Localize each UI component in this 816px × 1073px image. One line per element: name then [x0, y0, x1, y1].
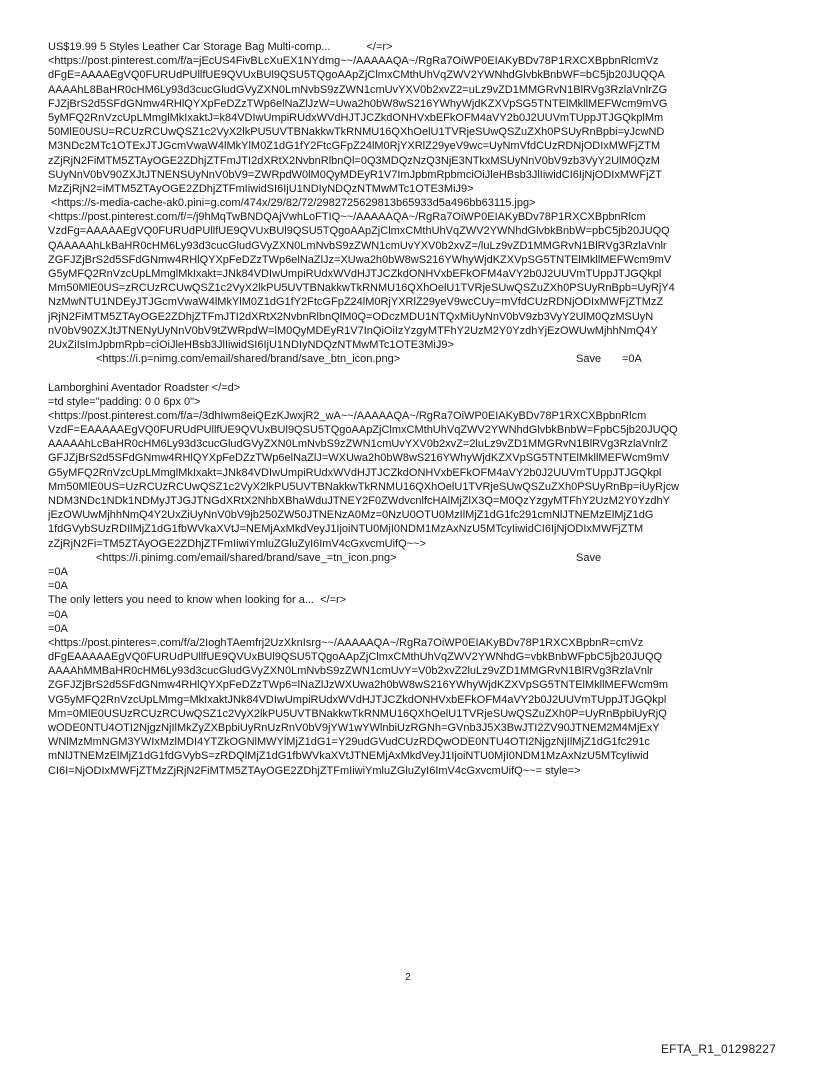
url-line: GFJZjBrS2d5SFdGNmw4RHlQYXpFeDZzTWp6elNaZlJ=WXUwa2h0bW8wS216YWhyWjdKZXVpSG5TNTElMkllMEFWcm9mV: [48, 452, 670, 465]
url-line: SUyNnV0bV90ZXJtJTNENSUyNnV0bV9=ZWRpdW0lM0QyMDEyR1V7ImJpbmRpbmciOiJleHBsb3JlIiwidCI6IjNjODIxMWFjZT: [48, 168, 662, 181]
item-title: US$19.99 5 Styles Leather Car Storage Bag Multi-comp...: [48, 41, 331, 53]
save-tail: =0A: [622, 353, 642, 366]
filler-line: =0A: [48, 580, 68, 593]
filler-line: =0A: [48, 565, 68, 578]
url-line: WNlMzMmNGM3YWIxMzlMDI4YTZkOGNlMWYlMjZ1dG1=Y29udGVudCUzRDQwODE0NTU4OTI2NjgzNjIlMjZ1dG1fc291c: [48, 736, 650, 749]
url-line: AAAAhMMBaHR0cHM6Ly93d3cucGludGVyZXN0LmNvbS9zZWN1cmUvY=V0b2xvZ2luLz9vZD1MMGRvN1BlRVg3RzlaVnlr: [48, 665, 654, 678]
url-line: Mm50MlE0US=UzRCUzRCUwQSZ1c2VyX2lkPU5UVTBNakkwTkRNMU16QXhOelU1TVRjeSUwQSZuZXh0PSUyRnBp=iUyRjcw: [48, 480, 680, 493]
url-line: <https://post.pinterest.com/f/a=jEcUS4FivBLcXuEX1NYdmg~~/AAAAAQA~/RgRa7OiWP0EIAKyBDv78P1RXCXBpbnRlcmVz: [48, 55, 659, 68]
url-line: wODE0NTU4OTI2NjgzNjIlMkZyZXBpbiUyRnUzRnV0bV9jYW1wYWlnbiUzRGNh=GVnb3J5X3BwJTI2ZV90JTNEM2M4MjExY: [48, 722, 660, 734]
url-line: jRjN2FiMTM5ZTAyOGE2ZDhjZTFmJTI2dXRtX2NvbnRlbnQlM0Q=ODczMDU1NTQxMiUyNnV0bV9zb3VyY2UlM0QzMSUyN: [48, 310, 654, 323]
filler-line: =0A: [48, 622, 68, 635]
url-line: VzdFg=AAAAAEgVQ0FURUdPUllfUE9QVUxBUl9QSU5TQgoAApZjClmxCMthUhVqZWV2YWNhdGlvbkBnbW=pbC5jb20JUQQ: [48, 225, 670, 238]
save-link[interactable]: Save: [576, 353, 602, 366]
url-line: 5yMFQ2RnVzcUpLMmglMkIxaktJ=k84VDIwUmpiRUdxWVdHJTJCZkdONHVxbEFkOFM4aVY2b0J2UUVmTUppJTJGQkplMm: [48, 111, 664, 124]
url-line: QAAAAAhLkBaHR0cHM6Ly93d3cucGludGVyZXN0LmNvbS9zZWN1cmUvYXV0b2xvZ=/luLz9vZD1MMGRvN1BlRVg3RzlaVnlr: [48, 239, 667, 252]
url-line: Mm50MlE0US=zRCUzRCUwQSZ1c2VyX2lkPU5UVTBNakkwTkRNMU16QXhOelU1TVRjeSUwQSZuZXh0PSUyRnBpb=UyRjY4: [48, 282, 675, 295]
url-line: Mm=0MlE0USUzRCUzRCUwQSZ1c2VyX2lkPU5UVTBNakkwTkRNMU16QXhOelU1TVRjeSUwQSZuZXh0P=UyRnBpbiUyRjQ: [48, 707, 667, 720]
url-line: 50MlE0USU=RCUzRCUwQSZ1c2VyX2lkPU5UVTBNakkwTkRNMU16QXhOelU1TVRjeSUwQSZuZXh0PSUyRnBpbi=yJcwND: [48, 126, 665, 139]
url-line: 1fdGVybSUzRDIlMjZ1dG1fbWVkaXVtJ=NEMjAxMkdVeyJ1IjoiNTU0MjI0NDM1MzAxNzU5MTcyIiwidCI6IjNjODIxMWFjZTM: [48, 523, 644, 536]
item-title-tail: </=r>: [366, 41, 393, 53]
save-link[interactable]: Save: [576, 551, 602, 564]
item-title: The only letters you need to know when looking for a... </=r>: [48, 594, 347, 607]
url-line: nV0bV90ZXJtJTNENyUyNnV0bV9tZWRpdW=lM0QyMDEyR1V7InQiOiIzYzgyMTFhY2UzM2Y0YzdhYjEzOWUwMjhhNmQ4Y: [48, 324, 658, 337]
item-title-row: [48, 40, 772, 54]
url-line: G5yMFQ2RnVzcUpLMmglMkIxakt=JNk84VDIwUmpiRUdxWVdHJTJCZkdONHVxbEFkOFM4aVY2b0J2UUVmTUppJTJGQkpl: [48, 466, 662, 479]
url-line: <https://post.pinterest.com/f/a=/3dhIwm8eiQEzKJwxjR2_wA~~/AAAAAQA~/RgRa7OiWP0EIAKyBDv78P1RXCXBpbnRlcm: [48, 409, 647, 422]
url-line: zZjRjN2FiMTM5ZTAyOGE2ZDhjZTFmJTI2dXRtX2NvbnRlbnQl=0Q3MDQzNzQ3NjE3NTkxMSUyNnV0bV9zb3VyY2UlM0QzM: [48, 154, 660, 167]
url-line: dFgEAAAAAEgVQ0FURUdPUllfUE9QVUxBUl9QSU5TQgoAApZjClmxCMthUhVqZWV2YWNhdG=vbkBnbWFpbC5jb20JUQQ: [48, 651, 663, 664]
url-line: mNlJTNEMzElMjZ1dG1fdGVybS=zRDQlMjZ1dG1fbWVkaXVtJTNEMjAxMkdVeyJ1IjoiNTU0MjI0NDM1MzAxNzU5MTcyIiwid: [48, 750, 649, 763]
url-line: <https://post.pinterest.com/f/=/j9hMqTwBNDQAjVwhLoFTIQ~~/AAAAAQA~/RgRa7OiWP0EIAKyBDv78P1RXCXBpbnRlcm: [48, 211, 646, 224]
page-number: 2: [405, 972, 411, 983]
url-line: G5yMFQ2RnVzcUpLMmglMkIxakt=JNk84VDIwUmpiRUdxWVdHJTJCZkdONHVxbEFkOFM4aVY2b0J2UUVmTUppJTJGQkpl: [48, 268, 662, 280]
filler-line: =0A: [48, 608, 68, 621]
url-line: MzZjRjN2=iMTM5ZTAyOGE2ZDhjZTFmIiwidSI6IjU1NDIyNDQzNTMwMTc1OTE3MiJ9>: [48, 182, 474, 195]
td-line: =td style="padding: 0 0 6px 0">: [48, 395, 201, 408]
url-line: M3NDc2MTc1OTExJTJGcmVwaW4lMkYlM0Z1dG1fY2FtcGFpZ24lM0RjYXRlZ29yeV9wc=UyNmVfdCUzRDNjODIxMWFjZTM: [48, 140, 661, 153]
url-line: NzMwNTU1NDEyJTJGcmVwaW4lMkYlM0Z1dG1fY2FtcGFpZ24lM0RjYXRlZ29yeV9wcCUy=mVfdCUzRDNjODIxMWFjZTMzZ: [48, 296, 664, 309]
url-line: CI6I=NjODIxMWFjZTMzZjRjN2FiMTM5ZTAyOGE2ZDhjZTFmIiwiYmluZGluZyI6ImV4cGxvcmUifQ~~= style=>: [48, 764, 581, 777]
document-body: [48, 40, 772, 778]
url-line: VzdF=EAAAAAEgVQ0FURUdPUllfUE9QVUxBUl9QSU5TQgoAApZjClmxCMthUhVqZWV2YWNhdGlvbkBnbW=FpbC5jb20JUQQ: [48, 424, 678, 437]
image-url-line: <https://s-media-cache-ak0.pini=g.com/474x/29/82/72/2982725629813b65933d5a496bb63115.jpg>: [48, 197, 536, 210]
url-line: ZGFJZjBrS2d5SFdGNmw4RHlQYXpFeDZzTWp6elNaZlJz=XUwa2h0bW8wS216YWhyWjdKZXVpSG5TNTElMkllMEFWcm9mV: [48, 253, 672, 266]
url-line: FJZjBrS2d5SFdGNmw4RHlQYXpFeDZzTWp6elNaZlJzW=Uwa2h0bW8wS216YWhyWjdKZXVpSG5TNTElMkllMEFWcm9mVG: [48, 97, 668, 110]
item-title: Lamborghini Aventador Roadster </=d>: [48, 381, 241, 394]
url-line: dFgE=AAAAEgVQ0FURUdPUllfUE9QVUxBUl9QSU5TQgoAApZjClmxCMthUhVqZWV2YWNhdGlvbkBnbWF=bC5jb20JUQQA: [48, 69, 665, 82]
url-line: NDM3NDc1NDk1NDMyJTJGJTNGdXRtX2NhbXBhaWduJTNEY2F0ZWdvcnlfcHAlMjZlX3Q=M0QzYzgyMTFhY2UzM2Y0YzdhY: [48, 495, 670, 507]
url-line: <https://post.pinteres=.com/f/a/2IoghTAemfrj2UzXknIsrg~~/AAAAAQA~/RgRa7OiWP0EIAKyBDv78P1RXCXBpbnR=cmVz: [48, 636, 644, 649]
save-icon-url: <https://i.pinimg.com/email/shared/brand/save_=tn_icon.png>: [96, 551, 397, 564]
document-id: EFTA_R1_01298227: [660, 1042, 776, 1056]
save-row: [48, 551, 772, 565]
url-line: jEzOWUwMjhhNmQ4Y2UxZiUyNnV0bV9jb250ZW50JTNENzA0Mz=0NzU0OTU0MzIlMjZ1dG1fc291cmNlJTNEMzElMjZ1dG: [48, 509, 654, 522]
url-line: AAAAAhLcBaHR0cHM6Ly93d3cucGludGVyZXN0LmNvbS9zZWN1cmUvYXV0b2xvZ=2luLz9vZD1MMGRvN1BlRVg3RzlaVnlrZ: [48, 438, 668, 451]
url-line: 2UxZiIsImJpbmRpb=ciOiJleHBsb3JlIiwidSI6IjU1NDIyNDQzNTMwMTc1OTE3MiJ9>: [48, 338, 454, 351]
url-line: zZjRjN2Fi=TM5ZTAyOGE2ZDhjZTFmIiwiYmluZGluZyI6ImV4cGxvcmUifQ~~>: [48, 537, 426, 550]
save-icon-url: <https://i.p=nimg.com/email/shared/brand/save_btn_icon.png>: [96, 353, 401, 366]
save-row: [48, 352, 772, 366]
url-line: VG5yMFQ2RnVzcUpLMmg=MkIxaktJNk84VDIwUmpiRUdxWVdHJTJCZkdONHVxbEFkOFM4aVY2b0J2UUVmTUppJTJGQkpl: [48, 693, 667, 706]
url-line: ZGFJZjBrS2d5SFdGNmw4RHlQYXpFeDZzTWp6=lNaZlJzWXUwa2h0bW8wS216YWhyWjdKZXVpSG5TNTElMkllMEFWcm9m: [48, 679, 669, 692]
url-line: AAAAhL8BaHR0cHM6Ly93d3cucGludGVyZXN0LmNvbS9zZWN1cmUvYXV0b2xvZ2=uLz9vZD1MMGRvN1BlRVg3RzlaVnlrZG: [48, 83, 668, 96]
